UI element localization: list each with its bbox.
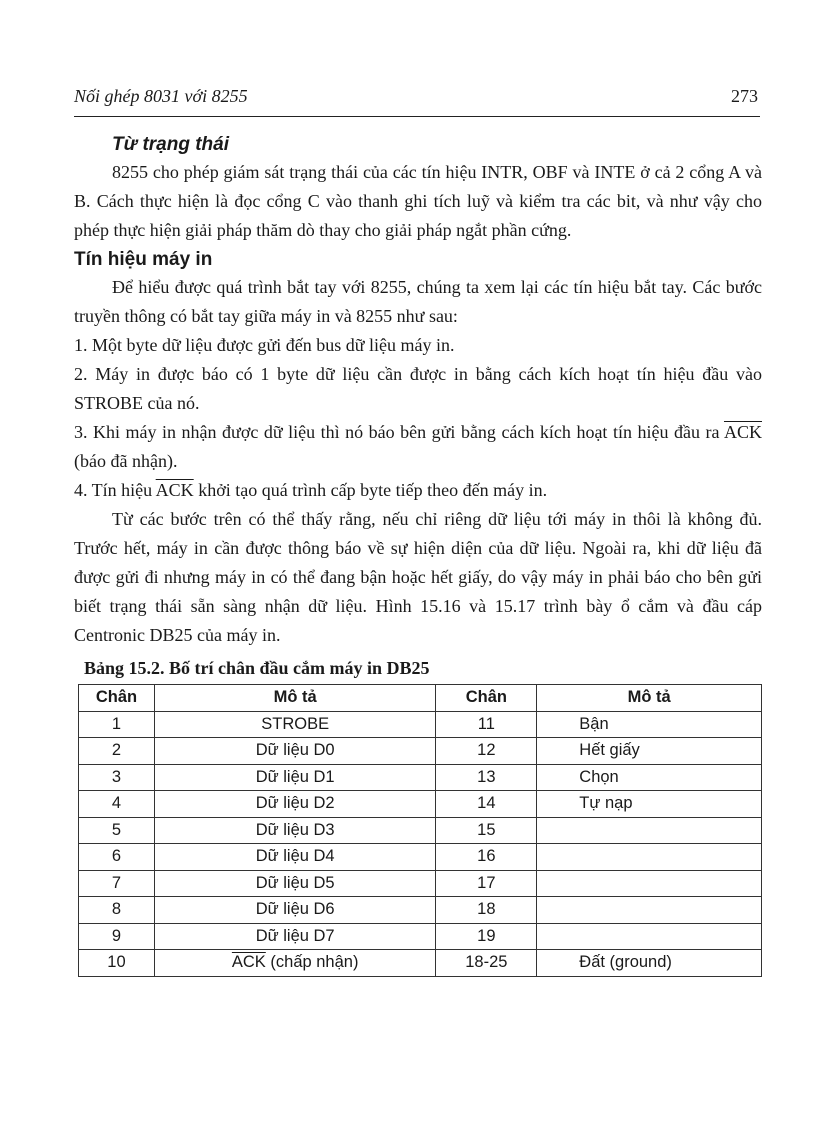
pin-cell: 8	[79, 897, 155, 924]
table-header-row	[79, 685, 762, 712]
column-header: Chân	[79, 685, 155, 712]
desc-cell: Dữ liệu D5	[154, 870, 435, 897]
table-row	[79, 870, 762, 897]
desc-cell	[537, 870, 762, 897]
pin-cell: 15	[436, 817, 537, 844]
running-title: Nối ghép 8031 với 8255	[74, 86, 248, 106]
conclusion-paragraph: Từ các bước trên có thể thấy rằng, nếu chỉ riêng dữ liệu tới máy in thôi là không đủ. Trước hết, máy in cần được thông báo về sự hiện diện của dữ liệu. Ngoài ra, khi dữ liệu đã được gửi đi nhưng máy in có thể đang bận hoặc hết giấy, do vậy máy in phải báo cho bên gửi biết trạng thái sẵn sàng nhận dữ liệu. Hình 15.16 và 15.17 trình bày ổ cắm và đầu cáp Centronic DB25 của máy in.	[74, 509, 762, 645]
table-row	[79, 923, 762, 950]
desc-cell: Hết giấy	[537, 738, 762, 765]
desc-cell: Chọn	[537, 764, 762, 791]
pin-cell: 13	[436, 764, 537, 791]
status-paragraph: 8255 cho phép giám sát trạng thái của các tín hiệu INTR, OBF và INTE ở cả 2 cổng A và B. Cách thực hiện là đọc cổng C vào thanh ghi tích luỹ và kiểm tra các bit, và như vậy cho phép thực hiện giải pháp thăm dò thay cho giải pháp ngắt phần cứng.	[74, 162, 762, 240]
step-4-text-end: khởi tạo quá trình cấp byte tiếp theo đến máy in.	[193, 480, 548, 500]
pin-cell: 4	[79, 791, 155, 818]
step-3	[74, 418, 762, 476]
pin-cell: 10	[79, 950, 155, 977]
table-row	[79, 950, 762, 977]
page-header	[74, 86, 760, 117]
pin-cell: 17	[436, 870, 537, 897]
section-title-status: Từ trạng thái	[112, 134, 230, 155]
pin-cell: 16	[436, 844, 537, 871]
pin-cell: 11	[436, 711, 537, 738]
pin-cell: 18	[436, 897, 537, 924]
ack-signal: $\overline{ACK}$	[155, 480, 194, 500]
ack-signal: $\overline{ACK}$	[231, 953, 266, 972]
desc-cell: Dữ liệu D0	[154, 738, 435, 765]
step-2: 2. Máy in được báo có 1 byte dữ liệu cần được in bằng cách kích hoạt tín hiệu đầu vào STROBE của nó.	[74, 364, 762, 413]
desc-cell: Đất (ground)	[537, 950, 762, 977]
desc-cell	[154, 950, 435, 977]
section-title-printer: Tín hiệu máy in	[74, 249, 213, 270]
desc-cell: Tự nạp	[537, 791, 762, 818]
table-row	[79, 844, 762, 871]
page-number: 273	[731, 86, 758, 106]
ack-description: (chấp nhận)	[265, 953, 359, 972]
pin-cell: 6	[79, 844, 155, 871]
desc-cell: Bận	[537, 711, 762, 738]
pin-cell: 14	[436, 791, 537, 818]
column-header: Mô tả	[154, 685, 435, 712]
table-row	[79, 897, 762, 924]
table-row	[79, 817, 762, 844]
step-3-text-end: (báo đã nhận).	[74, 451, 178, 471]
table-row	[79, 791, 762, 818]
ack-signal: $\overline{ACK}$	[723, 422, 762, 442]
pin-cell: 9	[79, 923, 155, 950]
printer-intro-paragraph: Để hiểu được quá trình bắt tay với 8255, chúng ta xem lại các tín hiệu bắt tay. Các bước truyền thông có bắt tay giữa máy in và 8255 như sau:	[74, 277, 762, 326]
desc-cell: Dữ liệu D4	[154, 844, 435, 871]
column-header: Mô tả	[537, 685, 762, 712]
table-caption: Bảng 15.2. Bố trí chân đầu cắm máy in DB25	[84, 658, 430, 678]
table-row	[79, 764, 762, 791]
pin-cell: 19	[436, 923, 537, 950]
desc-cell: Dữ liệu D3	[154, 817, 435, 844]
desc-cell	[537, 817, 762, 844]
pin-cell: 2	[79, 738, 155, 765]
column-header: Chân	[436, 685, 537, 712]
desc-cell: Dữ liệu D6	[154, 897, 435, 924]
page-content	[74, 132, 762, 977]
desc-cell	[537, 844, 762, 871]
pin-table	[78, 684, 762, 977]
step-1: 1. Một byte dữ liệu được gửi đến bus dữ liệu máy in.	[74, 335, 455, 355]
pin-cell: 18-25	[436, 950, 537, 977]
step-4-text: 4. Tín hiệu	[74, 480, 156, 500]
step-4	[74, 476, 762, 505]
pin-cell: 12	[436, 738, 537, 765]
table-row	[79, 738, 762, 765]
pin-cell: 3	[79, 764, 155, 791]
step-3-text: 3. Khi máy in nhận được dữ liệu thì nó báo bên gửi bằng cách kích hoạt tín hiệu đầu ra	[74, 422, 724, 442]
pin-cell: 5	[79, 817, 155, 844]
desc-cell: Dữ liệu D7	[154, 923, 435, 950]
pin-cell: 1	[79, 711, 155, 738]
desc-cell: Dữ liệu D2	[154, 791, 435, 818]
pin-cell: 7	[79, 870, 155, 897]
desc-cell: STROBE	[154, 711, 435, 738]
desc-cell: Dữ liệu D1	[154, 764, 435, 791]
table-row	[79, 711, 762, 738]
desc-cell	[537, 923, 762, 950]
desc-cell	[537, 897, 762, 924]
